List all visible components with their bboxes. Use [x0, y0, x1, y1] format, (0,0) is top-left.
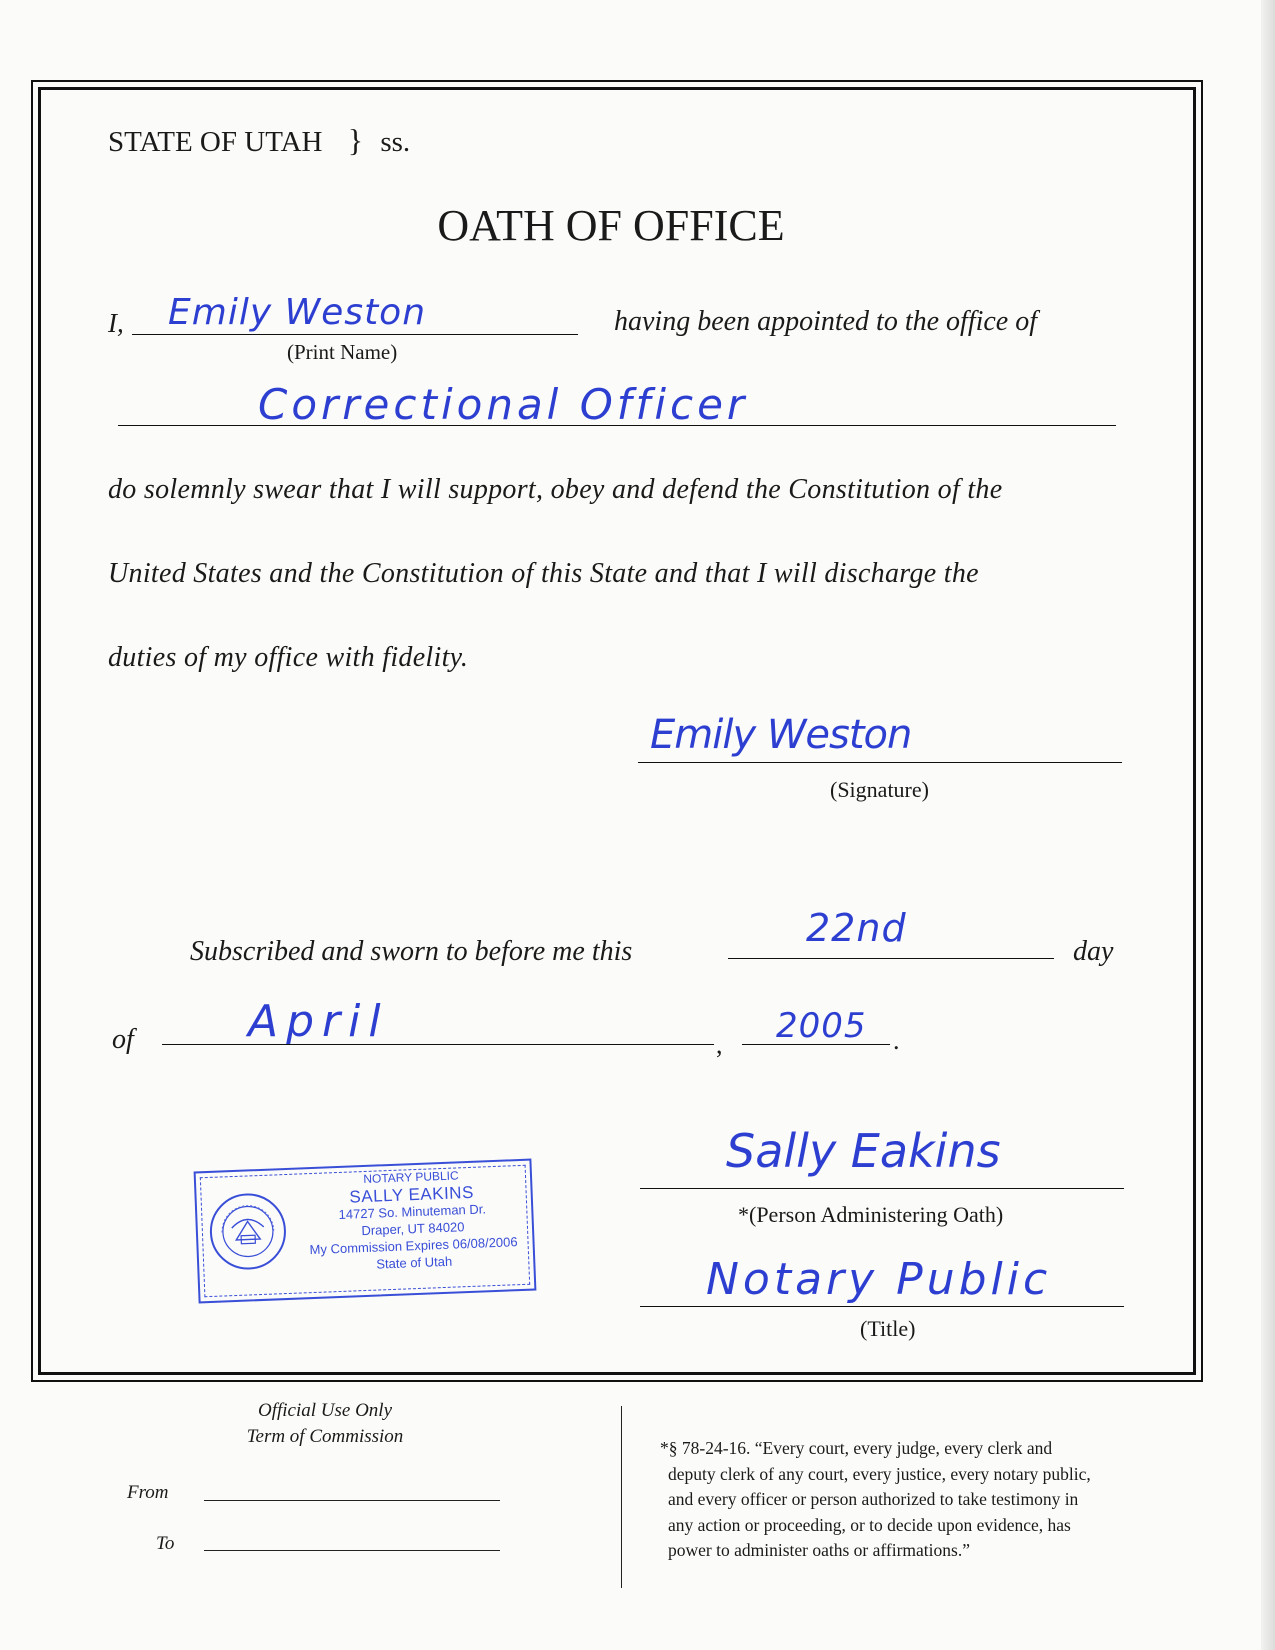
statute-line-5: power to administer oaths or affirmations.” — [668, 1540, 970, 1560]
appointed-text: having been appointed to the office of — [614, 306, 1038, 337]
statute-line-4: any action or proceeding, or to decide upon evidence, has — [668, 1514, 1071, 1535]
document-title: OATH OF OFFICE — [437, 201, 785, 250]
administrator-signature-handwritten: Sally Eakins — [726, 1124, 1001, 1178]
notary-stamp — [194, 1159, 537, 1304]
stamp-line-city: Draper, UT 84020 — [361, 1219, 465, 1239]
oath-body-line-3: duties of my office with fidelity. — [108, 642, 469, 673]
brace-symbol: } — [347, 122, 364, 158]
administrator-caption: *(Person Administering Oath) — [738, 1202, 1004, 1227]
term-of-commission-label: Term of Commission — [246, 1426, 404, 1447]
statute-line-2: deputy clerk of any court, every justice, every notary public, — [668, 1463, 1091, 1484]
oath-signature-handwritten: Emily Weston — [650, 712, 912, 758]
oath-prefix: I, — [108, 308, 124, 338]
statute-block — [660, 1436, 1091, 1564]
print-name-line — [132, 334, 578, 335]
month-line — [162, 1044, 714, 1045]
signature-caption: (Signature) — [830, 777, 929, 802]
page-edge-shadow — [1261, 0, 1275, 1650]
of-label: of — [112, 1024, 134, 1055]
date-period: . — [893, 1026, 900, 1055]
signature-line — [638, 762, 1122, 763]
ss-label: ss. — [380, 126, 411, 158]
stamp-line-state: State of Utah — [376, 1253, 453, 1272]
print-name-caption: (Print Name) — [287, 340, 398, 364]
day-label: day — [1073, 936, 1114, 967]
official-use-block — [180, 1398, 470, 1450]
administrator-signature-line — [640, 1188, 1124, 1189]
from-line — [204, 1500, 500, 1501]
title-line — [640, 1306, 1124, 1307]
state-header — [108, 122, 410, 159]
print-name-handwritten: Emily Weston — [168, 292, 427, 333]
office-line — [118, 425, 1116, 426]
year-handwritten: 2005 — [776, 1006, 867, 1046]
statute-line-3: and every officer or person authorized to take testimony in — [668, 1489, 1079, 1509]
office-handwritten: Correctional Officer — [258, 380, 749, 429]
day-handwritten: 22nd — [806, 906, 907, 950]
title-caption: (Title) — [860, 1316, 916, 1341]
month-handwritten: April — [248, 996, 389, 1047]
day-line — [728, 958, 1054, 959]
official-use-label: Official Use Only — [257, 1400, 393, 1421]
oath-body-line-2: United States and the Constitution of this State and that I will discharge the — [108, 558, 979, 589]
to-label: To — [156, 1533, 175, 1554]
stamp-line-notary: NOTARY PUBLIC — [363, 1168, 459, 1187]
title-handwritten: Notary Public — [706, 1254, 1052, 1305]
date-comma: , — [716, 1030, 723, 1059]
sworn-text: Subscribed and sworn to before me this — [190, 936, 633, 967]
footer-divider — [621, 1406, 622, 1588]
state-seal-icon — [206, 1190, 289, 1273]
from-label: From — [127, 1482, 169, 1503]
stamp-line-name: SALLY EAKINS — [349, 1182, 475, 1207]
to-line — [204, 1550, 500, 1551]
stamp-text-block — [296, 1165, 530, 1276]
statute-line-1: *§ 78-24-16. “Every court, every judge, every clerk and — [660, 1438, 1053, 1458]
oath-body-line-1: do solemnly swear that I will support, obey and defend the Constitution of the — [108, 474, 1003, 505]
stamp-line-address: 14727 So. Minuteman Dr. — [338, 1201, 487, 1222]
stamp-line-expiry: My Commission Expires 06/08/2006 — [309, 1234, 518, 1258]
year-line — [742, 1044, 890, 1045]
state-label: STATE OF UTAH — [108, 126, 323, 158]
